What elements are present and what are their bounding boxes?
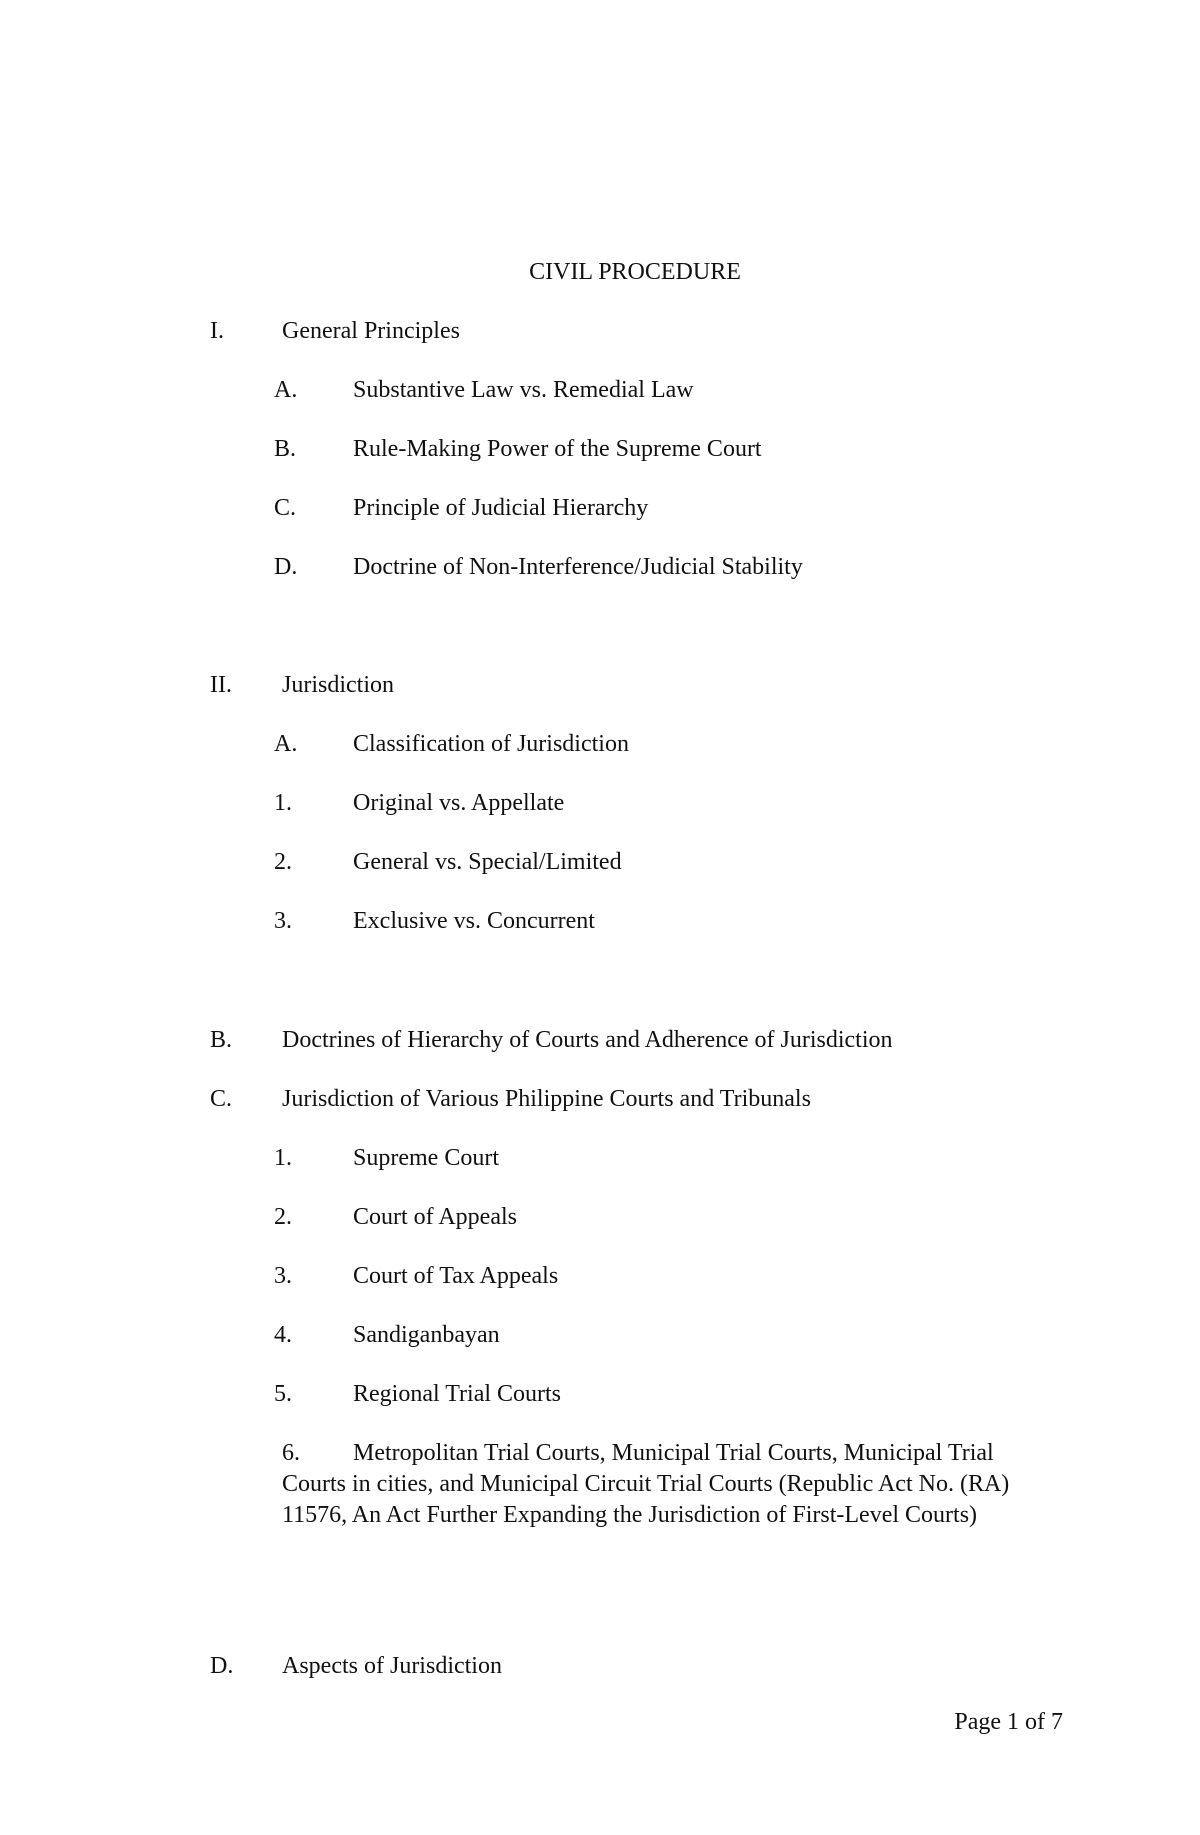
- outline-item-first-level-courts: [282, 1438, 1042, 1531]
- outline-label: Metropolitan Trial Courts, Municipal Trial Courts, Municipal Trial Courts in cities, and Municipal Circuit Trial Courts (Republic Act No. (RA) 11576, An Act Further Expanding the Jurisdiction of First-Level Courts): [282, 1440, 1010, 1528]
- outline-label: Sandiganbayan: [353, 1322, 500, 1348]
- outline-label: Regional Trial Courts: [353, 1381, 562, 1407]
- outline-label: Classification of Jurisdiction: [353, 731, 629, 757]
- outline-marker: C.: [274, 495, 297, 521]
- outline-marker: A.: [274, 731, 298, 757]
- outline-marker: A.: [274, 377, 298, 403]
- outline-label: Substantive Law vs. Remedial Law: [353, 377, 694, 403]
- outline-marker: 1.: [274, 1145, 292, 1171]
- outline-marker: 1.: [274, 790, 292, 816]
- outline-marker: 2.: [274, 1204, 292, 1230]
- outline-marker: 3.: [274, 1263, 292, 1289]
- outline-label: Jurisdiction: [282, 672, 394, 698]
- outline-label: Exclusive vs. Concurrent: [353, 908, 595, 934]
- outline-label: General Principles: [282, 318, 460, 344]
- outline-marker: B.: [210, 1027, 233, 1053]
- outline-marker: B.: [274, 436, 297, 462]
- outline-label: Rule-Making Power of the Supreme Court: [353, 436, 762, 462]
- document-title: CIVIL PROCEDURE: [529, 259, 741, 285]
- outline-marker: II.: [210, 672, 232, 698]
- outline-label: General vs. Special/Limited: [353, 849, 622, 875]
- outline-marker: I.: [210, 318, 224, 344]
- outline-marker: 5.: [274, 1381, 292, 1407]
- outline-marker: C.: [210, 1086, 233, 1112]
- outline-label: Court of Tax Appeals: [353, 1263, 559, 1289]
- outline-marker: D.: [210, 1653, 234, 1679]
- outline-marker: 3.: [274, 908, 292, 934]
- outline-label: Doctrine of Non-Interference/Judicial Stability: [353, 554, 803, 580]
- outline-label: Original vs. Appellate: [353, 790, 565, 816]
- outline-label: Aspects of Jurisdiction: [282, 1653, 502, 1679]
- outline-label: Doctrines of Hierarchy of Courts and Adherence of Jurisdiction: [282, 1027, 893, 1053]
- outline-label: Jurisdiction of Various Philippine Courts and Tribunals: [282, 1086, 811, 1112]
- outline-marker: 6.: [282, 1440, 300, 1466]
- outline-label: Court of Appeals: [353, 1204, 517, 1230]
- outline-marker: 2.: [274, 849, 292, 875]
- page-number: Page 1 of 7: [954, 1709, 1063, 1735]
- outline-label: Principle of Judicial Hierarchy: [353, 495, 649, 521]
- outline-label: Supreme Court: [353, 1145, 499, 1171]
- outline-marker: D.: [274, 554, 298, 580]
- outline-marker: 4.: [274, 1322, 292, 1348]
